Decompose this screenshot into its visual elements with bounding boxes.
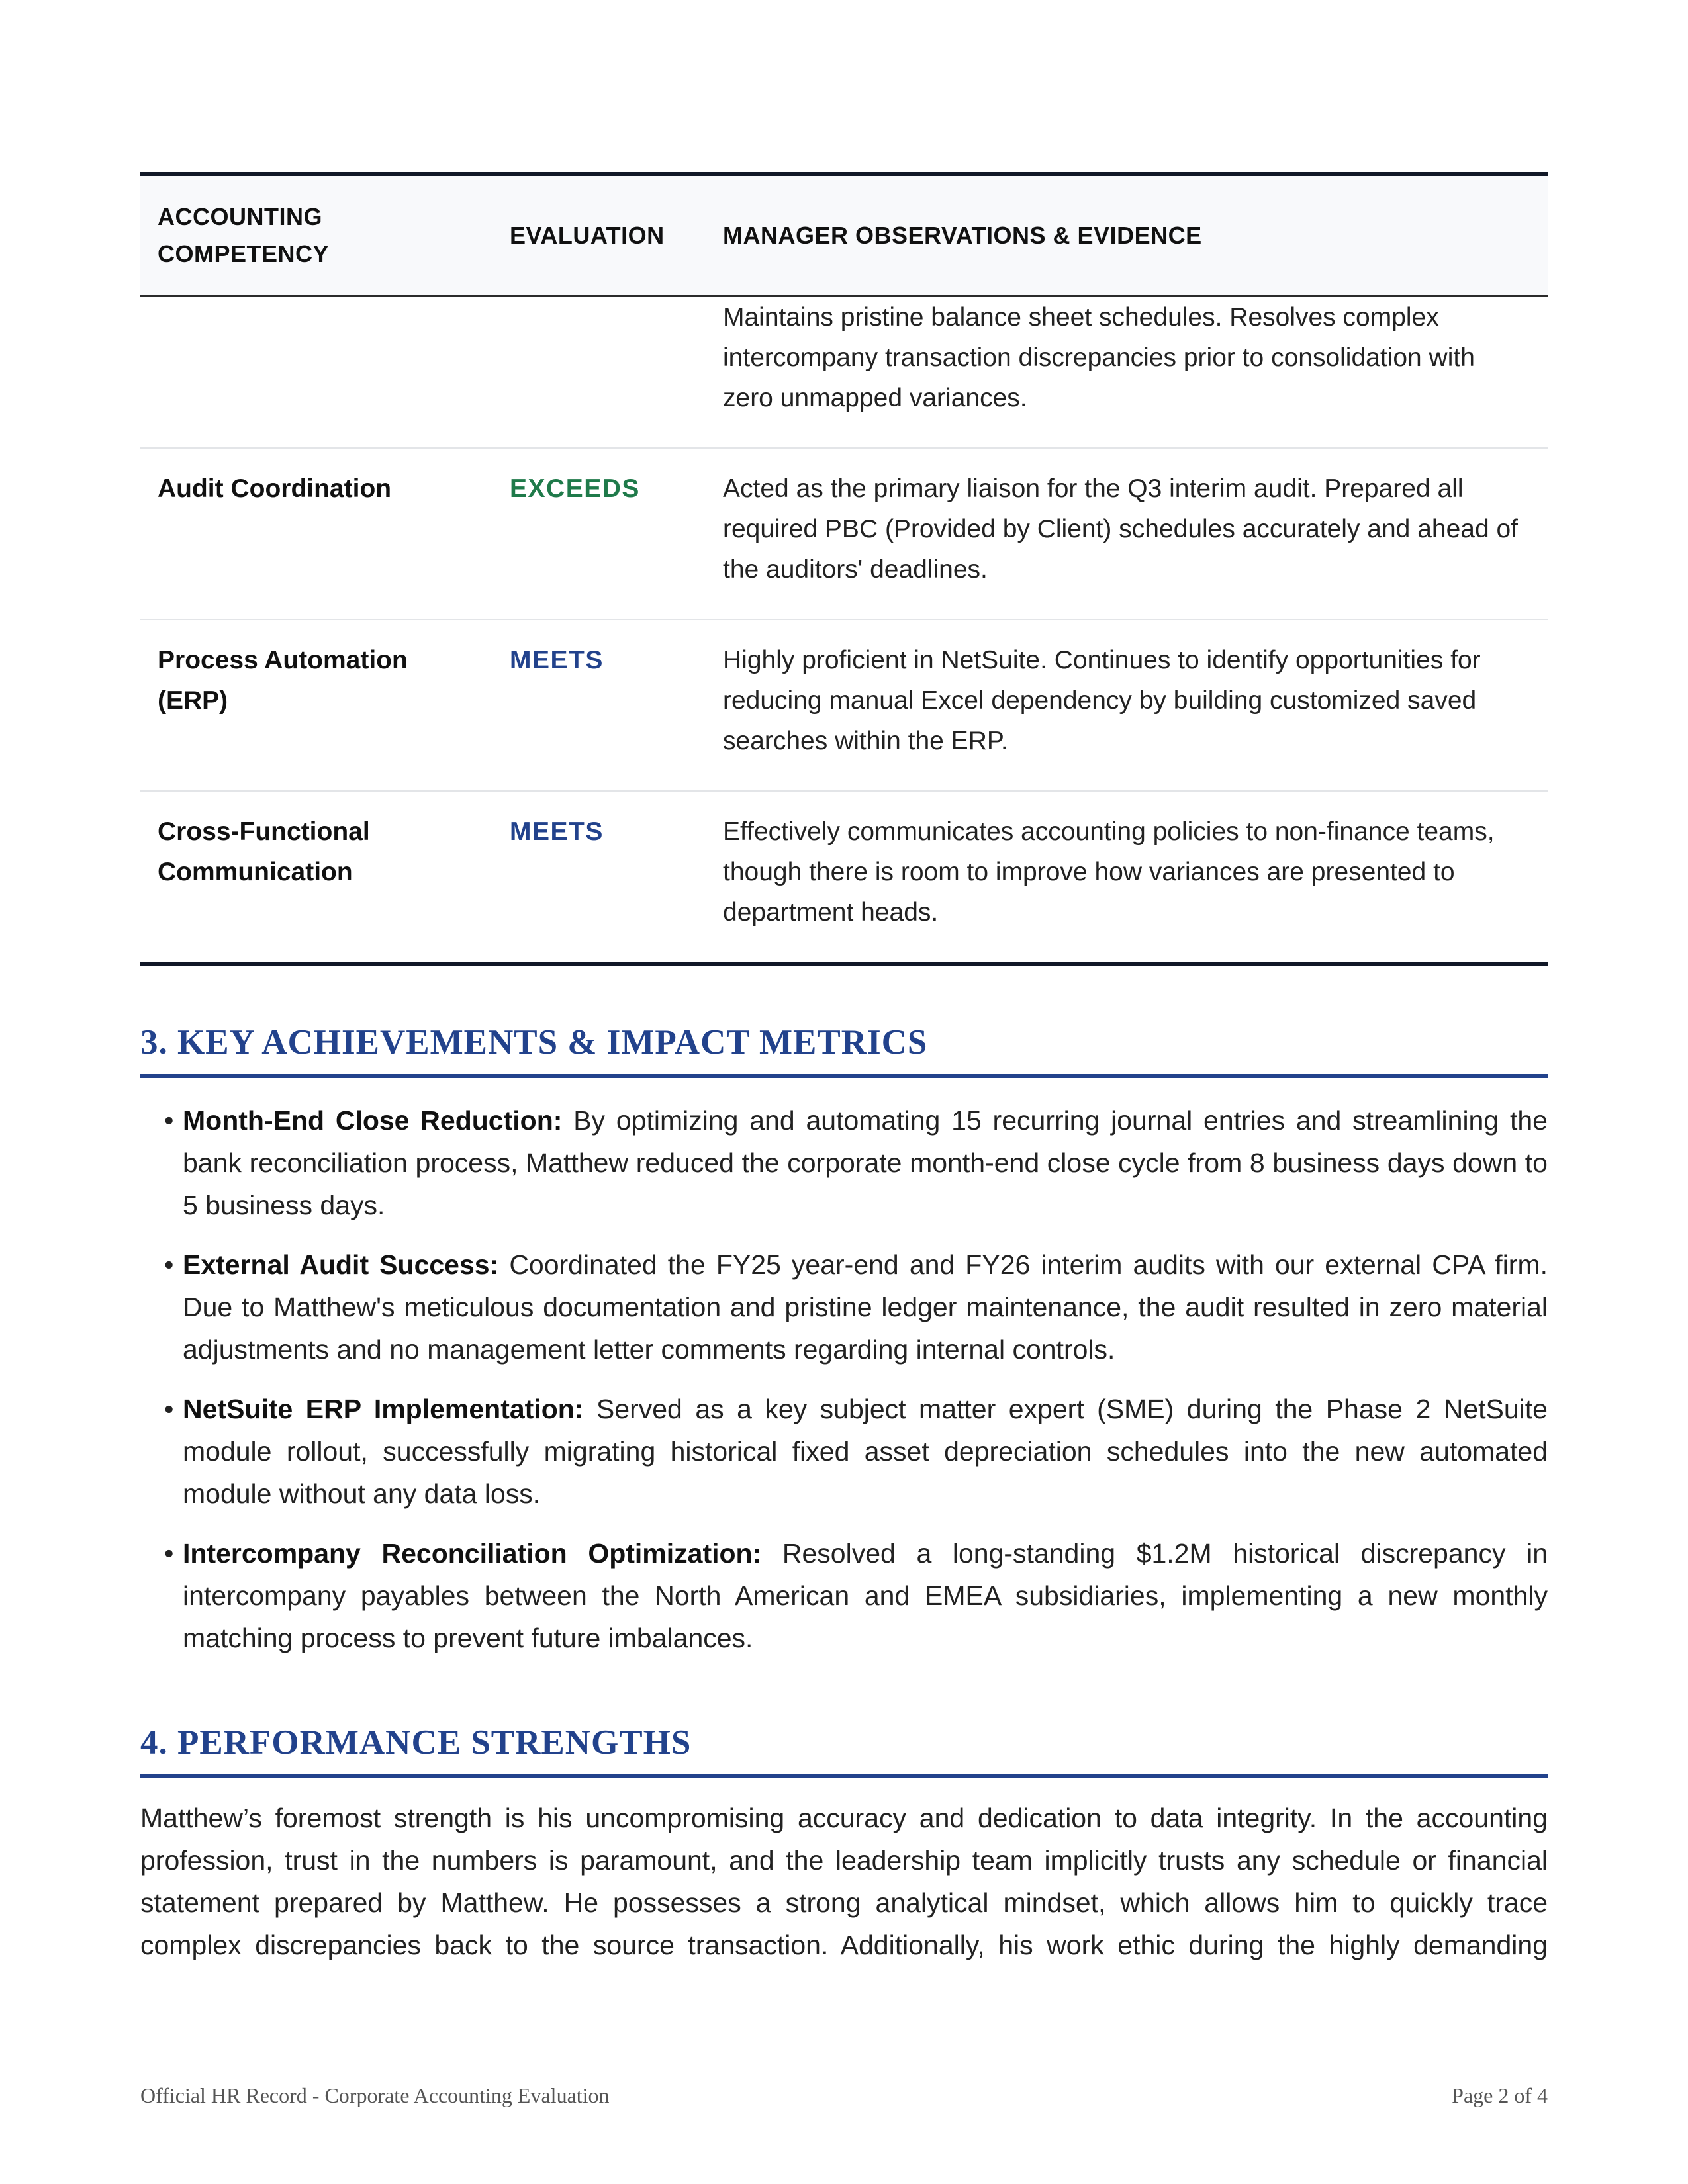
- achievement-lead: External Audit Success:: [183, 1250, 499, 1280]
- list-item: [140, 1244, 1548, 1371]
- table-row: [140, 448, 1548, 619]
- list-item: [140, 1388, 1548, 1515]
- list-item: [140, 1099, 1548, 1226]
- bullet-icon: •: [164, 1394, 174, 1424]
- competency-table: [140, 172, 1548, 966]
- observation-text: Effectively communicates accounting policies to non-finance teams, though there is room to improve how variances are presented to department heads.: [723, 817, 1495, 927]
- evaluation-rating: MEETS: [492, 619, 706, 791]
- achievement-text: By optimizing and automating 15 recurring journal entries and streamlining the bank reconciliation process, Matthew reduced the corporate month-end close cycle from 8 business days down to 5 business days.: [183, 1105, 1548, 1220]
- competency-name: Process Automation (ERP): [140, 619, 492, 791]
- page-footer: [140, 2083, 1548, 2108]
- list-item: [140, 1532, 1548, 1659]
- competency-name: Audit Coordination: [140, 448, 492, 619]
- competency-name: [140, 296, 492, 449]
- achievement-lead: Intercompany Reconciliation Optimization:: [183, 1538, 762, 1569]
- table-row: [140, 296, 1548, 449]
- observation-text: Acted as the primary liaison for the Q3 interim audit. Prepared all required PBC (Provided by Client) schedules accurately and ahead of the auditors' deadlines.: [706, 448, 1548, 619]
- evaluation-rating: EXCEEDS: [492, 448, 706, 619]
- bullet-icon: •: [164, 1105, 174, 1136]
- table-row: [140, 791, 1548, 964]
- table-row: [140, 619, 1548, 791]
- achievement-text: Resolved a long-standing $1.2M historical discrepancy in intercompany payables between the North American and EMEA subsidiaries, implementing a new monthly matching process to prevent future imbalances.: [183, 1538, 1548, 1653]
- header-evaluation: EVALUATION: [492, 174, 706, 296]
- footer-record-label: Official HR Record - Corporate Accounting Evaluation: [140, 2083, 610, 2107]
- evaluation-rating: [492, 296, 706, 449]
- section-title-achievements: 3. KEY ACHIEVEMENTS & IMPACT METRICS: [140, 1023, 1548, 1078]
- bullet-icon: •: [164, 1250, 174, 1280]
- document-page: [140, 172, 1548, 1966]
- observation-text: Maintains pristine balance sheet schedules. Resolves complex intercompany transaction discrepancies prior to consolidation with zero unmapped variances.: [706, 296, 1548, 449]
- section-title-strengths: 4. PERFORMANCE STRENGTHS: [140, 1723, 1548, 1778]
- achievement-lead: NetSuite ERP Implementation:: [183, 1394, 584, 1424]
- evaluation-rating: MEETS: [510, 817, 604, 846]
- achievement-text: Coordinated the FY25 year-end and FY26 interim audits with our external CPA firm. Due to Matthew's meticulous documentation and pristine ledger maintenance, the audit resulted in zero material adjustments and no management letter comments regarding internal controls.: [183, 1250, 1548, 1365]
- header-observations: MANAGER OBSERVATIONS & EVIDENCE: [706, 174, 1548, 296]
- achievement-text: Served as a key subject matter expert (SME) during the Phase 2 NetSuite module rollout, successfully migrating historical fixed asset depreciation schedules into the new automated module without any data loss.: [183, 1394, 1548, 1509]
- bullet-icon: •: [164, 1538, 174, 1569]
- table-header-row: [140, 174, 1548, 296]
- achievements-list: [140, 1099, 1548, 1659]
- header-competency: ACCOUNTING COMPETENCY: [140, 174, 492, 296]
- competency-name: Cross-Functional Communication: [158, 817, 370, 886]
- achievement-lead: Month-End Close Reduction:: [183, 1105, 563, 1136]
- strengths-paragraph: Matthew’s foremost strength is his uncompromising accuracy and dedication to data integrity. In the accounting profession, trust in the numbers is paramount, and the leadership team implicitly trusts any schedule or financial statement prepared by Matthew. He possesses a strong analytical mindset, which allows him to quickly trace complex discrepancies back to the source transaction. Additionally, his work ethic during the highly demanding: [140, 1803, 1548, 1960]
- observation-text: Highly proficient in NetSuite. Continues to identify opportunities for reducing manual Excel dependency by building customized saved searches within the ERP.: [706, 619, 1548, 791]
- page-number: Page 2 of 4: [1452, 2083, 1548, 2107]
